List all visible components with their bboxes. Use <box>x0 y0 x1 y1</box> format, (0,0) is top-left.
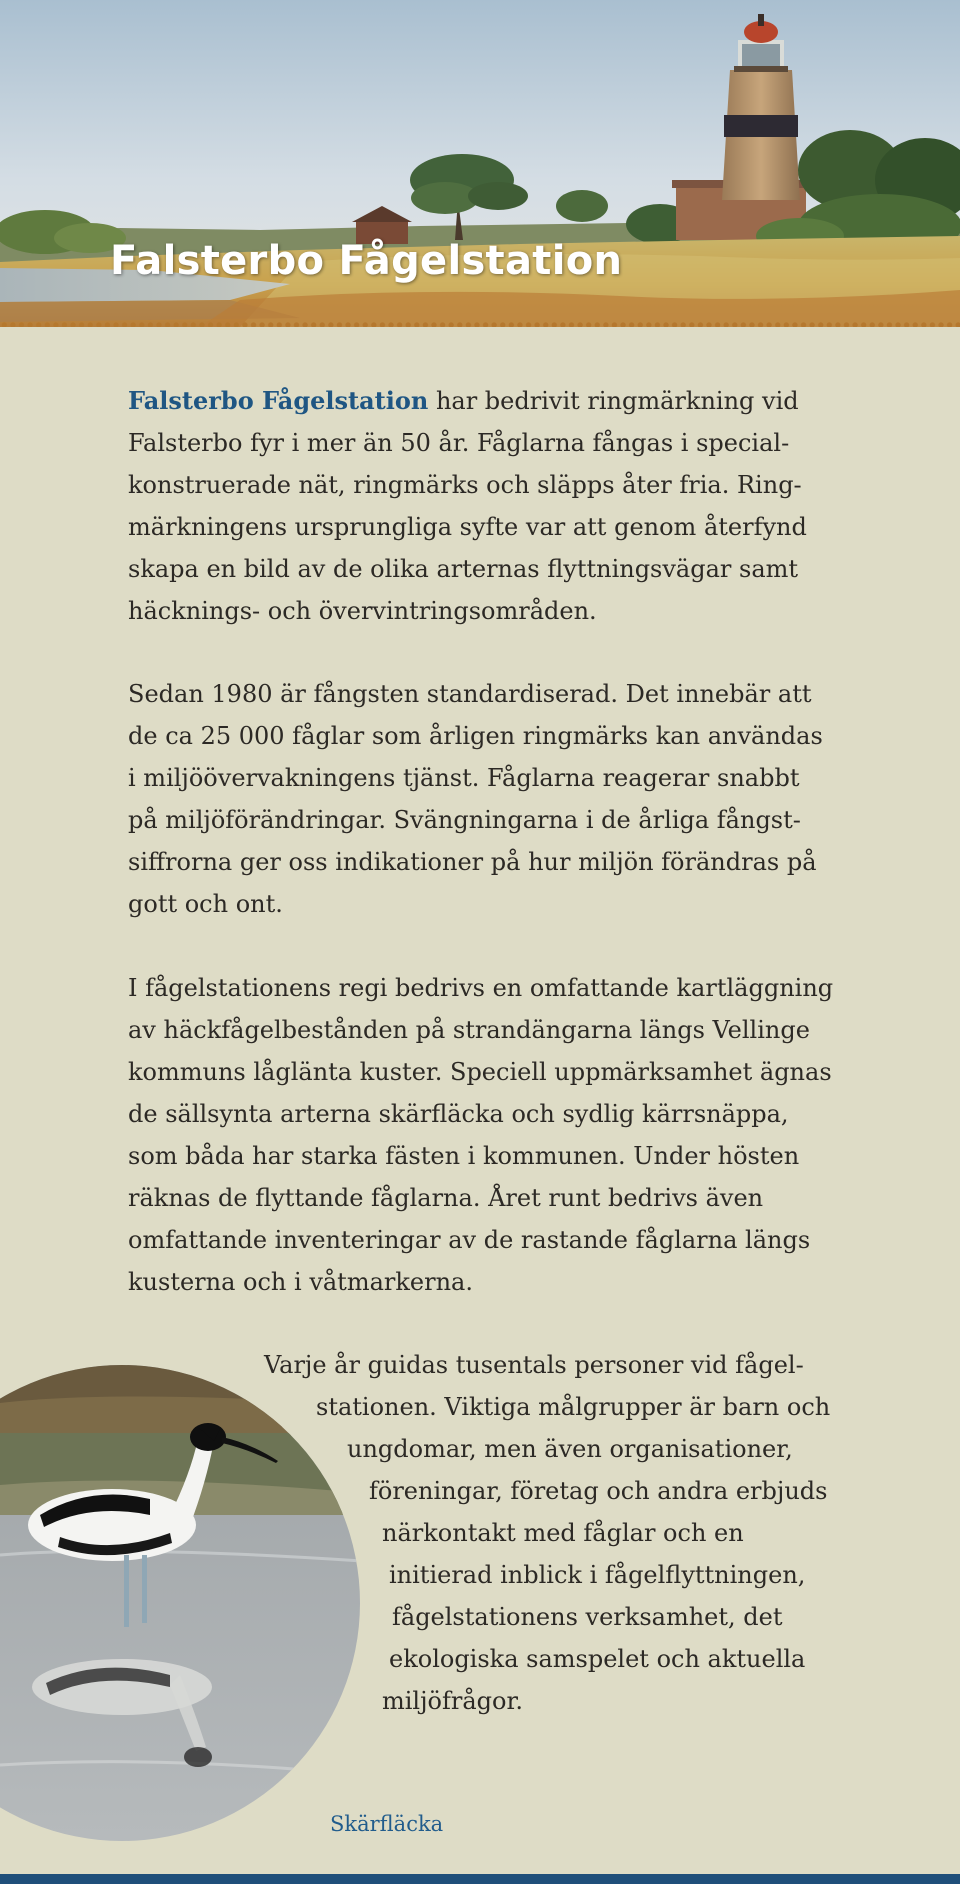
standardization-paragraph <box>128 673 848 925</box>
paragraph-line: skapa en bild av de olika arternas flyttningsvägar samt <box>128 555 799 583</box>
paragraph-line: häcknings- och övervintringsområden. <box>128 597 597 625</box>
avocet-photo <box>0 1365 362 1841</box>
paragraph-line: ekologiska samspelet och aktuella <box>389 1645 806 1673</box>
paragraph-line: kusterna och i våtmarkerna. <box>128 1268 473 1296</box>
paragraph-line: av häckfågelbestånden på strandängarna längs Vellinge <box>128 1016 810 1044</box>
paragraph-line: på miljöförändringar. Svängningarna i de årliga fångst- <box>128 806 801 834</box>
paragraph-line: närkontakt med fåglar och en <box>382 1519 744 1547</box>
dotted-divider <box>0 321 960 327</box>
paragraph-line: fågelstationens verksamhet, det <box>392 1603 783 1631</box>
paragraph-line: Varje år guidas tusentals personer vid fågel- <box>264 1351 804 1379</box>
paragraph-line: Sedan 1980 är fångsten standardiserad. Det innebär att <box>128 680 812 708</box>
footer-bar <box>0 1874 960 1884</box>
paragraph-line: i miljöövervakningens tjänst. Fåglarna reagerar snabbt <box>128 764 800 792</box>
paragraph-line: siffrorna ger oss indikationer på hur miljön förändras på <box>128 848 817 876</box>
header-banner <box>0 0 960 327</box>
paragraph-line: konstruerade nät, ringmärks och släpps åter fria. Ring- <box>128 471 802 499</box>
paragraph-line: räknas de flyttande fåglarna. Året runt bedrivs även <box>128 1184 764 1212</box>
intro-paragraph <box>128 380 848 632</box>
paragraph-line: märkningens ursprungliga syfte var att genom återfynd <box>128 513 807 541</box>
paragraph-line: gott och ont. <box>128 890 283 918</box>
paragraph-line: I fågelstationens regi bedrivs en omfattande kartläggning <box>128 974 834 1002</box>
paragraph-line: föreningar, företag och andra erbjuds <box>369 1477 828 1505</box>
photo-caption: Skärfläcka <box>330 1812 444 1836</box>
paragraph-line: kommuns låglänta kuster. Speciell uppmärksamhet ägnas <box>128 1058 832 1086</box>
paragraph-line: de sällsynta arterna skärfläcka och sydlig kärrsnäppa, <box>128 1100 789 1128</box>
paragraph-line: miljöfrågor. <box>382 1687 523 1715</box>
paragraph-line: Falsterbo fyr i mer än 50 år. Fåglarna fångas i special- <box>128 429 790 457</box>
paragraph-line: ungdomar, men även organisationer, <box>347 1435 793 1463</box>
paragraph-line: omfattande inventeringar av de rastande fåglarna längs <box>128 1226 811 1254</box>
paragraph-line: de ca 25 000 fåglar som årligen ringmärks kan användas <box>128 722 823 750</box>
paragraph-line: Falsterbo Fågelstation har bedrivit ringmärkning vid <box>128 386 799 415</box>
paragraph-line: initierad inblick i fågelflyttningen, <box>389 1561 806 1589</box>
station-name-highlight: Falsterbo Fågelstation <box>128 386 429 415</box>
paragraph-line: stationen. Viktiga målgrupper är barn och <box>316 1393 831 1421</box>
survey-paragraph <box>128 967 848 1303</box>
paragraph-line: som båda har starka fästen i kommunen. Under hösten <box>128 1142 800 1170</box>
page-title: Falsterbo Fågelstation <box>110 238 623 284</box>
